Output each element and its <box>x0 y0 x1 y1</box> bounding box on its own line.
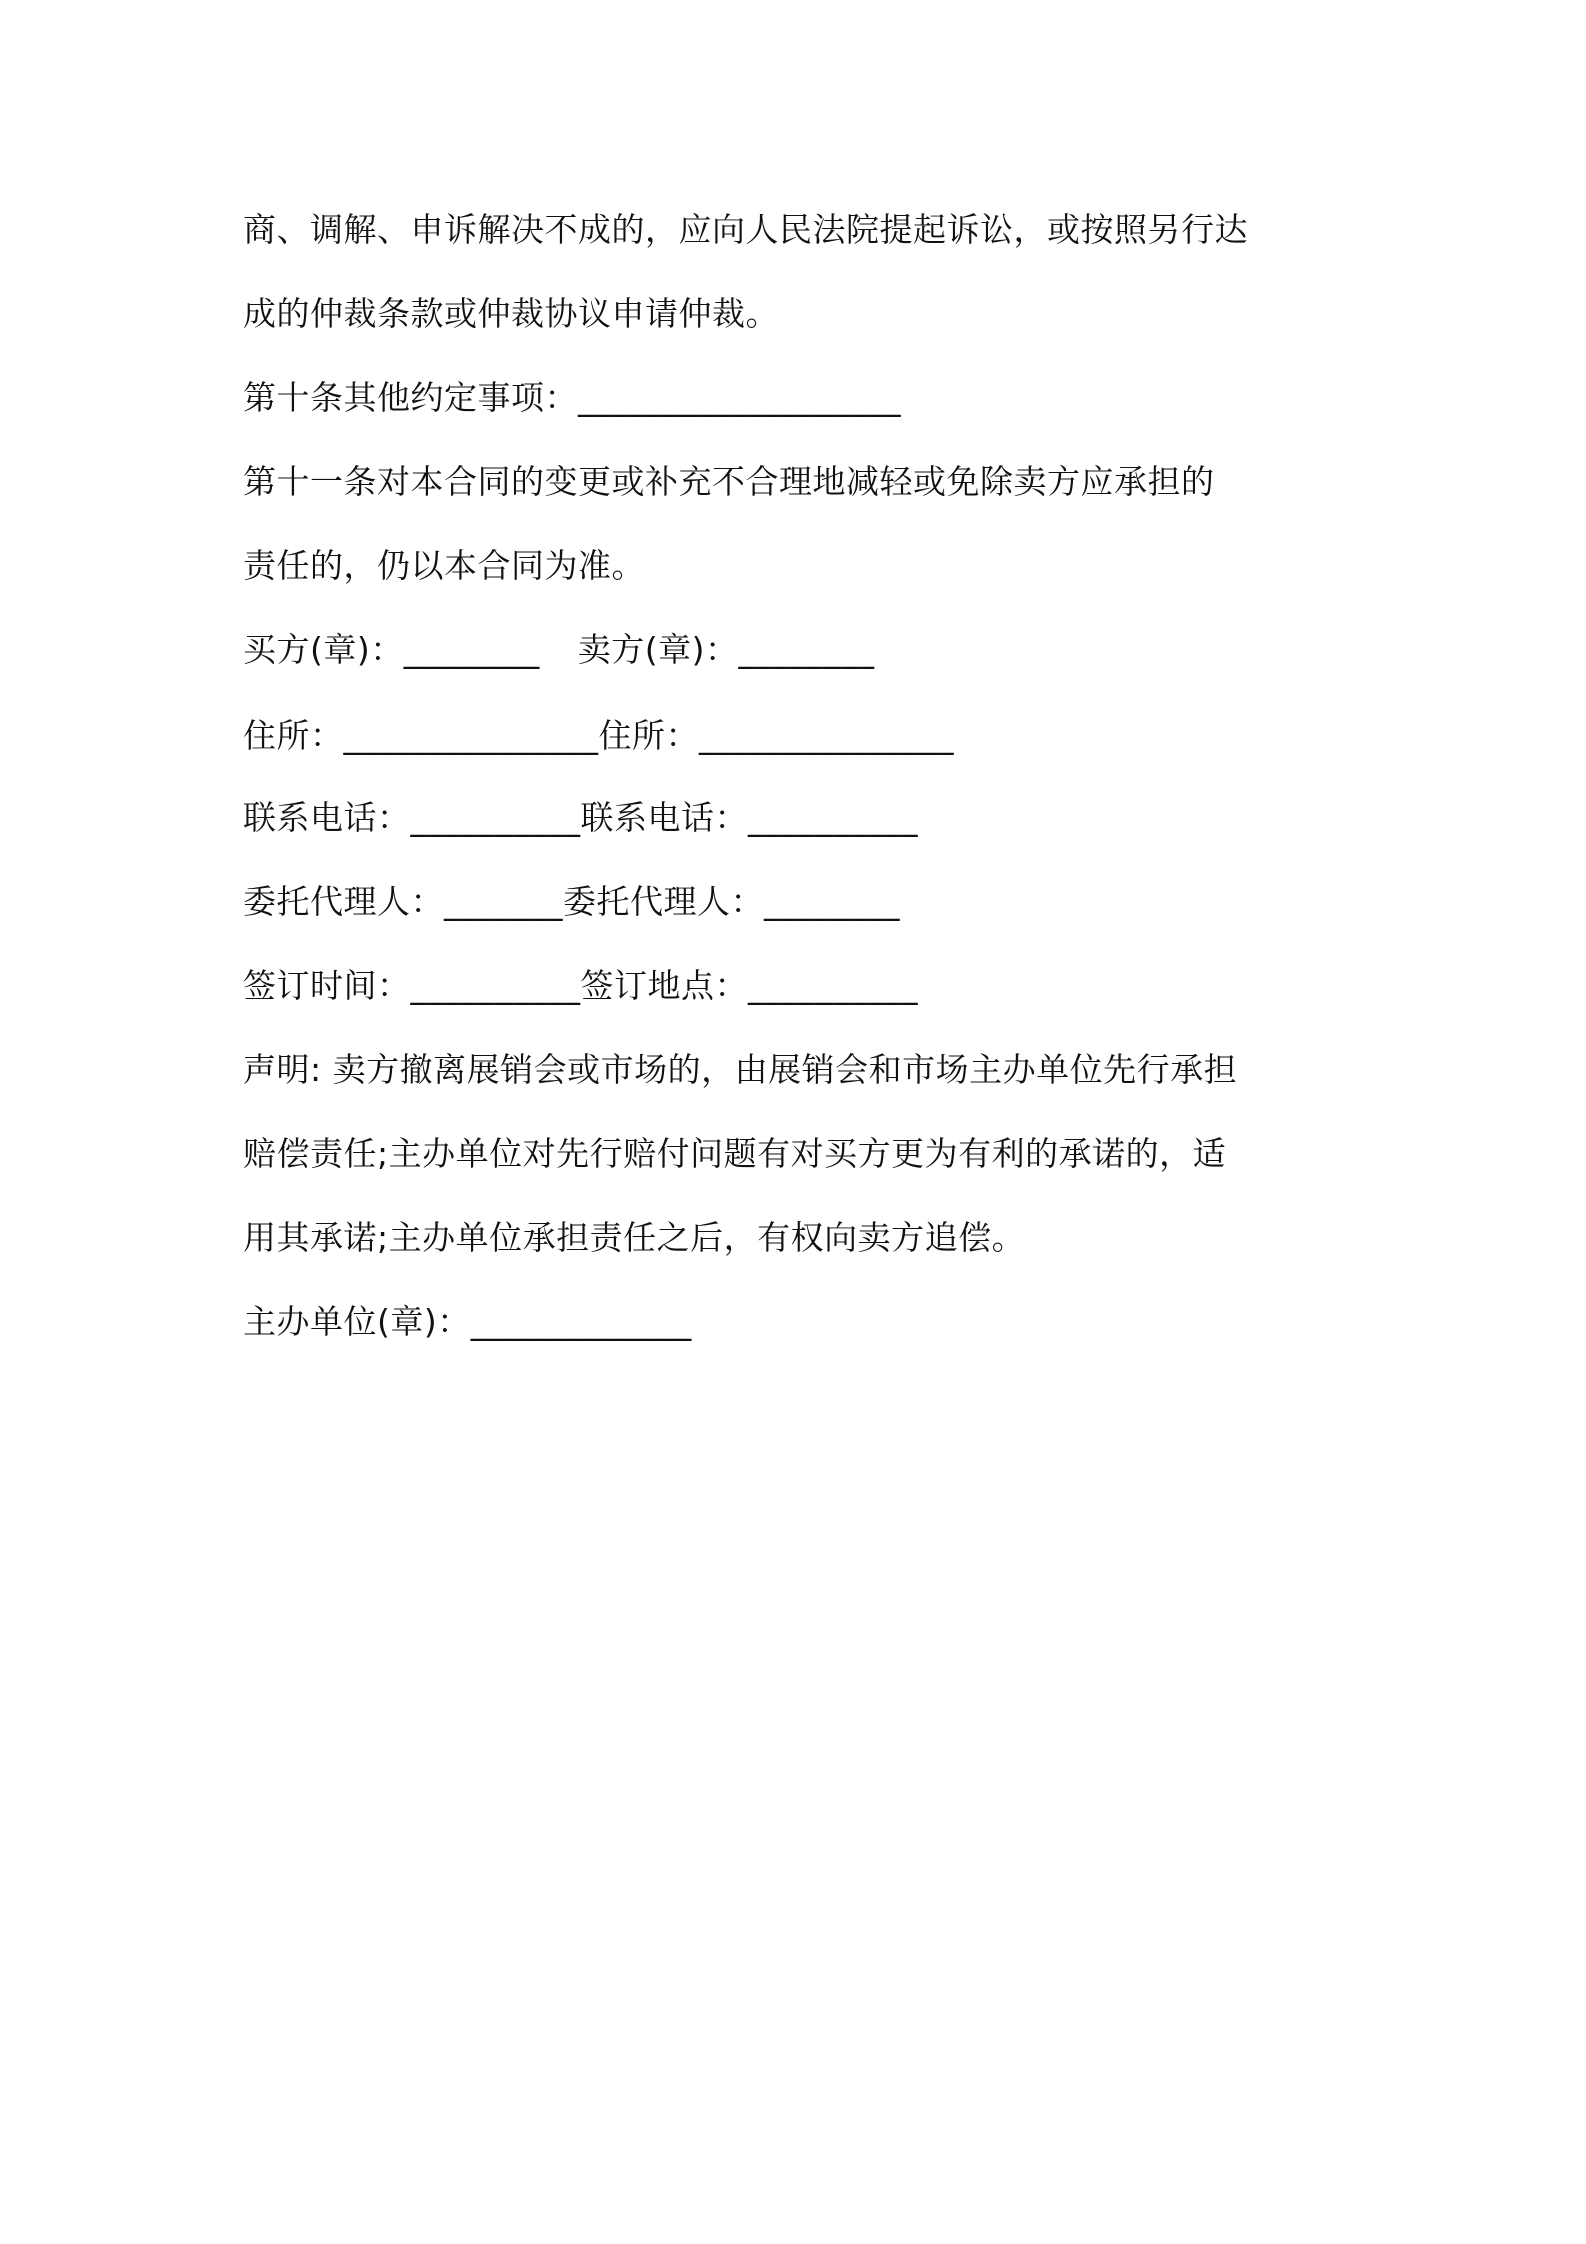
buyer-seal-field: 买方(章)：________ <box>243 630 540 669</box>
statement-line-1: 声明: 卖方撤离展销会或市场的，由展销会和市场主办单位先行承担 <box>243 1050 1238 1089</box>
address-row: 住所：_______________住所：_______________ <box>243 716 954 755</box>
seal-row <box>243 628 1363 672</box>
agent-row: 委托代理人：_______委托代理人：________ <box>243 882 900 921</box>
clause-continuation-line-2: 成的仲裁条款或仲裁协议申请仲裁。 <box>243 294 779 333</box>
article-11-line-2: 责任的，仍以本合同为准。 <box>243 546 645 585</box>
article-11-line-1: 第十一条对本合同的变更或补充不合理地减轻或免除卖方应承担的 <box>243 462 1215 501</box>
seller-seal-field: 卖方(章)：________ <box>577 630 875 669</box>
clause-continuation-line-1: 商、调解、申诉解决不成的，应向人民法院提起诉讼，或按照另行达 <box>243 210 1248 249</box>
statement-line-2: 赔偿责任;主办单位对先行赔付问题有对买方更为有利的承诺的，适 <box>243 1134 1227 1173</box>
signing-time-place-row: 签订时间：__________签订地点：__________ <box>243 966 918 1005</box>
organizer-seal-field: 主办单位(章)：_____________ <box>243 1302 692 1341</box>
phone-row: 联系电话：__________联系电话：__________ <box>243 798 918 837</box>
statement-line-3: 用其承诺;主办单位承担责任之后，有权向卖方追偿。 <box>243 1218 1026 1257</box>
article-10-other-matters: 第十条其他约定事项：___________________ <box>243 378 901 417</box>
